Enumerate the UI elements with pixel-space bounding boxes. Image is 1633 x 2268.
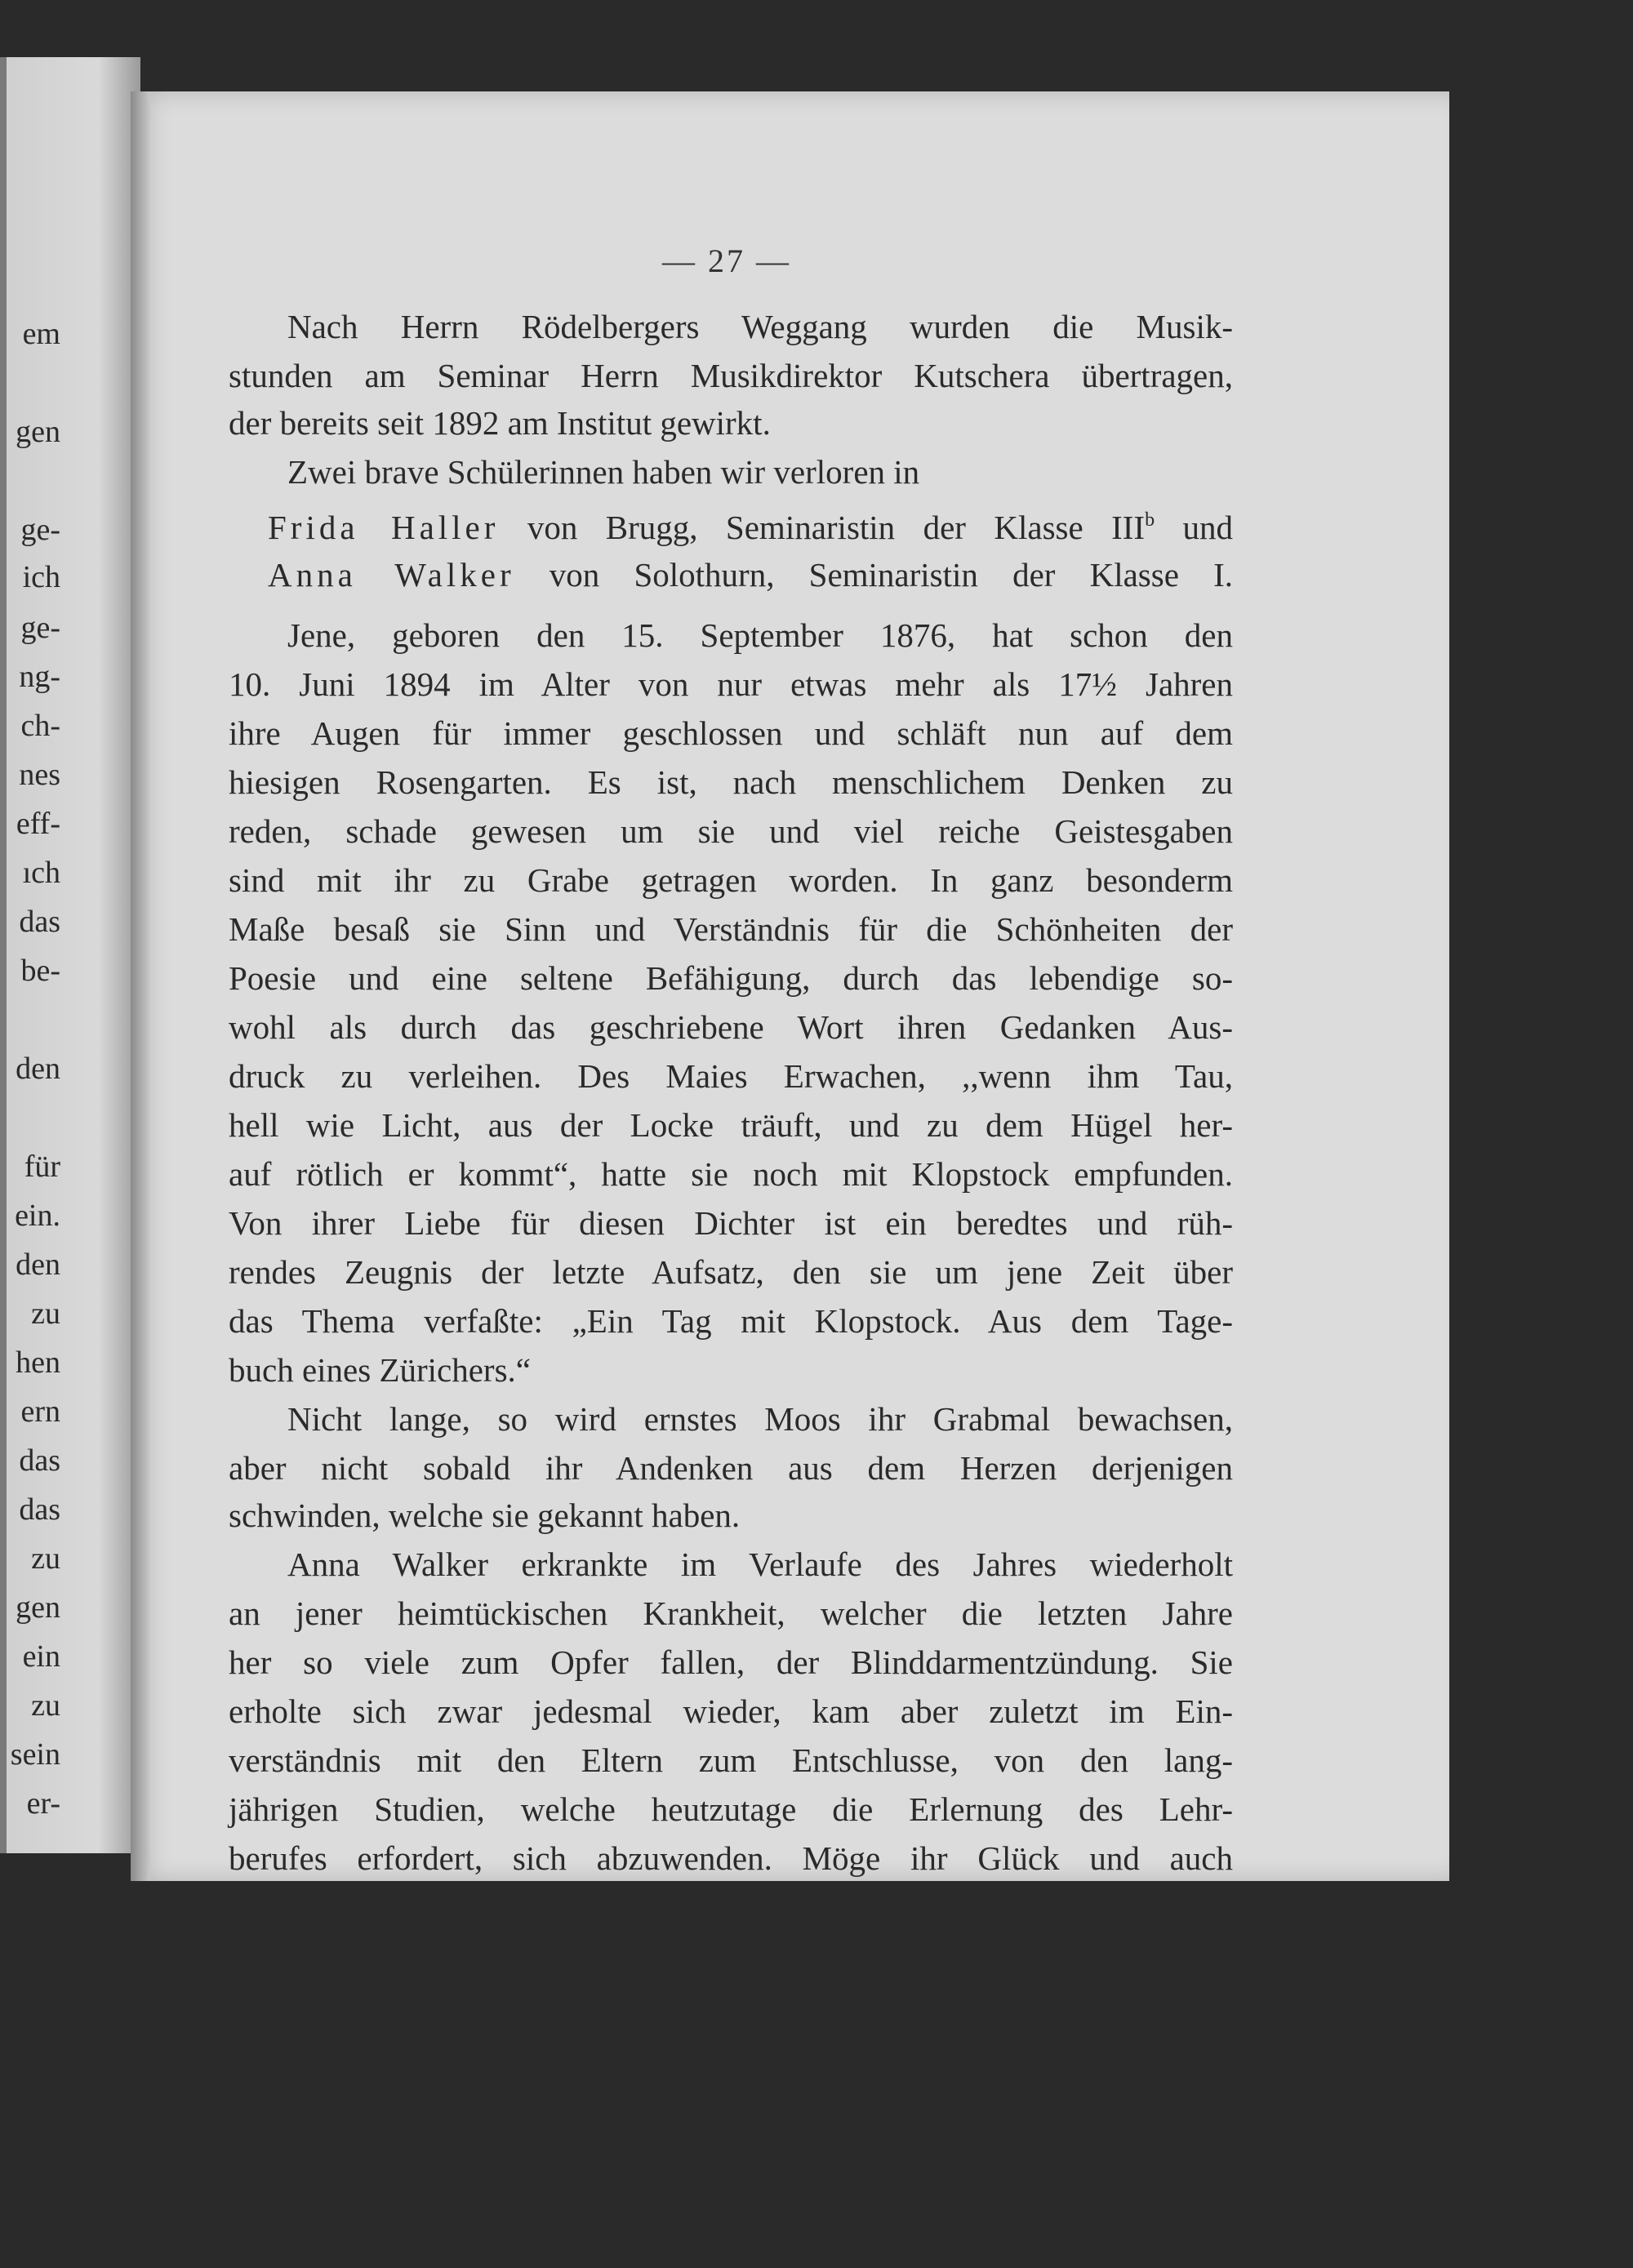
previous-page-fragment: gen — [16, 415, 60, 449]
previous-page-fragment: ich — [22, 560, 60, 594]
text-line: rendes Zeugnis der letzte Aufsatz, den sie um jene Zeit über — [229, 1253, 1233, 1291]
previous-page-fragment: sein — [10, 1737, 60, 1772]
previous-page-fragment: den — [16, 1247, 60, 1282]
previous-page-fragment: nes — [19, 758, 60, 792]
superscript: b — [1145, 509, 1155, 531]
text-line: hell wie Licht, aus der Locke träuft, und zu dem Hügel her- — [229, 1106, 1233, 1144]
previous-page-fragment: ge- — [20, 611, 60, 645]
previous-page-fragment: ge- — [20, 513, 60, 547]
text-line: aber nicht sobald ihr Andenken aus dem Herzen derjenigen — [229, 1449, 1233, 1487]
previous-page-fragment: das — [19, 1492, 60, 1527]
text-line: Anna Walker erkrankte im Verlaufe des Jahres wiederholt — [287, 1545, 1233, 1583]
text-line: Maße besaß sie Sinn und Verständnis für die Schönheiten der — [229, 910, 1233, 948]
text-line: schwinden, welche sie gekannt haben. — [229, 1496, 741, 1534]
previous-page-fragment: ch- — [20, 709, 60, 743]
text-line: Nach Herrn Rödelbergers Weggang wurden die Musik- — [287, 308, 1233, 345]
previous-page-fragment: ng- — [19, 660, 60, 694]
previous-page-fragment: den — [16, 1052, 60, 1086]
text-line: Poesie und eine seltene Befähigung, durch das lebendige so- — [229, 959, 1233, 997]
previous-page-fragment: gen — [16, 1590, 60, 1625]
previous-page-fragment: ein — [22, 1639, 60, 1674]
text-line: 10. Juni 1894 im Alter von nur etwas mehr als 17½ Jahren — [229, 665, 1233, 703]
text-line: druck zu verleihen. Des Maies Erwachen, ,,wenn ihm Tau, — [229, 1057, 1233, 1095]
page-gutter-shadow — [131, 91, 150, 1881]
text-line — [268, 511, 1233, 545]
line-text: von Solothurn, Seminaristin der Klasse I. — [514, 556, 1234, 594]
text-line: ihre Augen für immer geschlossen und schläft nun auf dem — [229, 714, 1233, 752]
text-line: das Thema verfaßte: „Ein Tag mit Klopstock. Aus dem Tage- — [229, 1302, 1233, 1340]
text-line: der bereits seit 1892 am Institut gewirkt. — [229, 404, 771, 442]
line-text: und — [1155, 509, 1233, 546]
text-line: sind mit ihr zu Grabe getragen worden. In ganz besonderm — [229, 861, 1233, 899]
text-line: an jener heimtückischen Krankheit, welcher die letzten Jahre — [229, 1594, 1233, 1632]
text-line: Nicht lange, so wird ernstes Moos ihr Grabmal bewachsen, — [287, 1400, 1233, 1438]
previous-page-fragment: ıch — [22, 856, 60, 890]
text-line: reden, schade gewesen um sie und viel reiche Geistesgaben — [229, 812, 1233, 850]
text-line: Von ihrer Liebe für diesen Dichter ist ein beredtes und rüh- — [229, 1204, 1233, 1242]
text-line: wohl als durch das geschriebene Wort ihren Gedanken Aus- — [229, 1008, 1233, 1046]
previous-page-fragment: für — [24, 1150, 60, 1184]
text-line: jährigen Studien, welche heutzutage die Erlernung des Lehr- — [229, 1790, 1233, 1828]
person-name: Frida Haller — [268, 509, 500, 546]
text-line: Jene, geboren den 15. September 1876, hat schon den — [287, 616, 1233, 654]
previous-page-fragment: zu — [31, 1296, 60, 1331]
previous-page-fragment: em — [22, 317, 60, 351]
previous-page-fragment: das — [19, 1443, 60, 1478]
text-line: hiesigen Rosengarten. Es ist, nach menschlichem Denken zu — [229, 763, 1233, 801]
previous-page-fragment: be- — [20, 954, 60, 988]
previous-page-edge — [0, 57, 7, 1853]
previous-page-fragment: zu — [31, 1541, 60, 1576]
previous-page-fragment: hen — [16, 1345, 60, 1380]
text-line: verständnis mit den Eltern zum Entschlusse, von den lang- — [229, 1741, 1233, 1779]
person-name: Anna Walker — [268, 556, 515, 594]
text-line: berufes erfordert, sich abzuwenden. Möge ihr Glück und auch — [229, 1839, 1233, 1877]
text-line: auf rötlich er kommt“, hatte sie noch mit Klopstock empfunden. — [229, 1155, 1233, 1193]
previous-page-fragment: eff- — [16, 807, 60, 841]
previous-page-fragment: das — [19, 905, 60, 939]
previous-page-fragment: ein. — [15, 1198, 60, 1233]
previous-page-fragment: zu — [31, 1688, 60, 1723]
text-line: her so viele zum Opfer fallen, der Blinddarmentzündung. Sie — [229, 1643, 1233, 1681]
line-text: von Brugg, Seminaristin der Klasse III — [499, 509, 1146, 546]
text-line: erholte sich zwar jedesmal wieder, kam aber zuletzt im Ein- — [229, 1692, 1233, 1730]
previous-page-fragment: er- — [26, 1786, 60, 1821]
text-line: stunden am Seminar Herrn Musikdirektor Kutschera übertragen, — [229, 357, 1233, 394]
text-line — [268, 558, 1233, 592]
text-line: buch eines Zürichers.“ — [229, 1351, 531, 1389]
page-number: — 27 — — [662, 242, 791, 279]
previous-page-fragment: ern — [20, 1394, 60, 1429]
text-line: Zwei brave Schülerinnen haben wir verloren in — [287, 453, 920, 491]
